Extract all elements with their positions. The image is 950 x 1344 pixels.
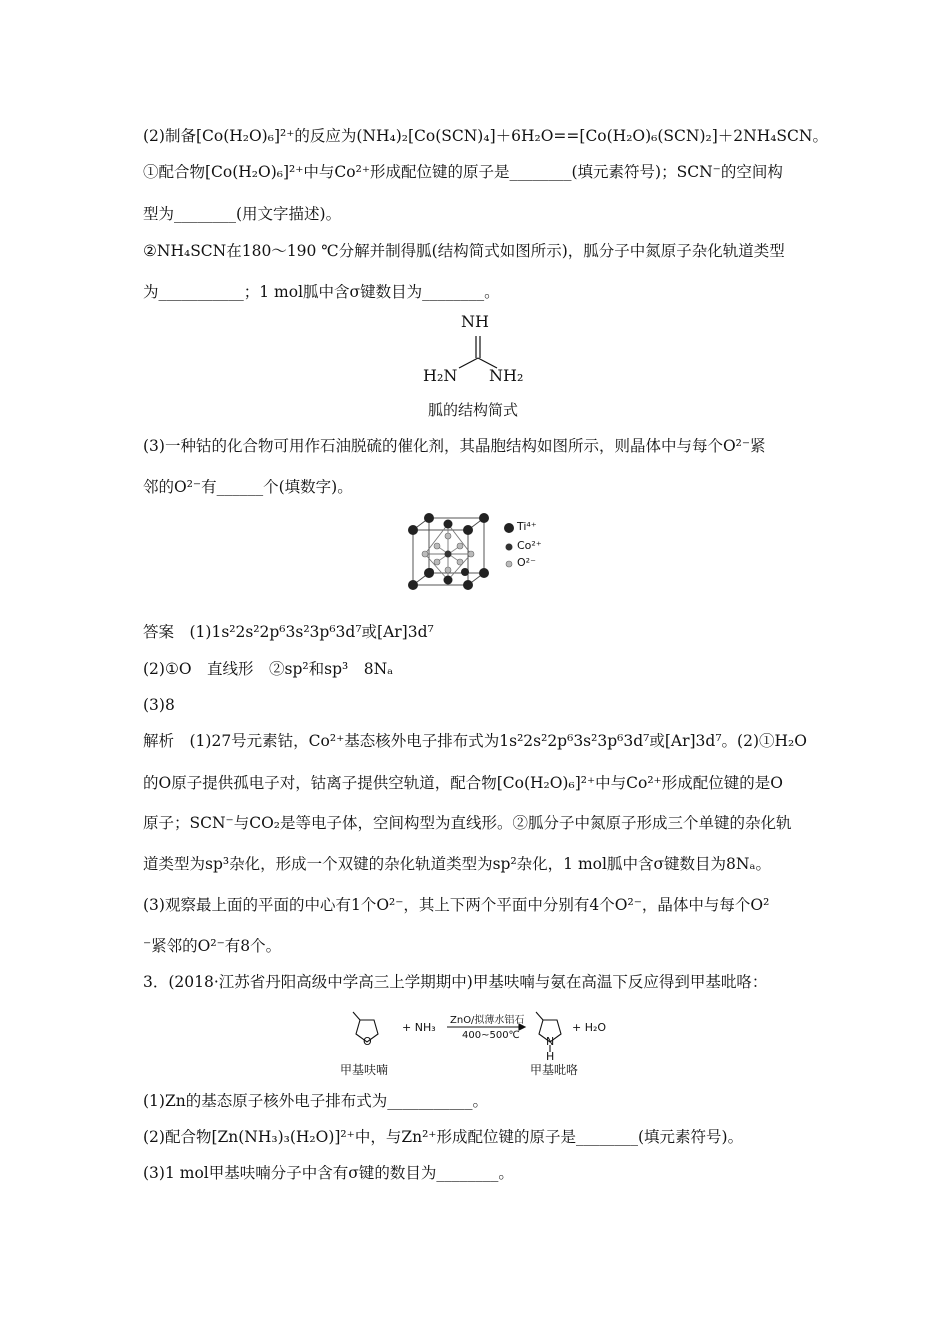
- text-line-6: (3)一种钴的化合物可用作石油脱硫的催化剂，其晶胞结构如图所示，则晶体中与每个O²⁻紧: [143, 437, 766, 455]
- guanidine-nh2-label: NH₂: [489, 366, 524, 385]
- text-line-3: 型为________(用文字描述)。: [143, 205, 342, 223]
- furan-o-label: O: [363, 1035, 372, 1048]
- legend-o: O²⁻: [517, 556, 536, 569]
- legend-co: Co²⁺: [517, 539, 542, 552]
- answer-line-3: (3)8: [143, 696, 175, 714]
- analysis-line-5: (3)观察最上面的平面的中心有1个O²⁻，其上下两个平面中分别有4个O²⁻，晶体中与每个O²: [143, 896, 770, 914]
- ti-legend-icon: [504, 523, 514, 533]
- answer-line-1: 答案 (1)1s²2s²2p⁶3s²3p⁶3d⁷或[Ar]3d⁷: [143, 623, 434, 641]
- crystal-cell-figure: [405, 510, 555, 592]
- legend-ti: Ti⁴⁺: [517, 520, 537, 533]
- text-line-20: (3)1 mol甲基呋喃分子中含有σ键的数目为________。: [143, 1164, 514, 1182]
- text-line-19: (2)配合物[Zn(NH₃)₃(H₂O)]²⁺中，与Zn²⁺形成配位键的原子是________(填元素符号)。: [143, 1128, 744, 1146]
- guanidine-caption: 胍的结构简式: [428, 401, 519, 419]
- analysis-line-6: ⁻紧邻的O²⁻有8个。: [143, 937, 282, 955]
- analysis-line-1: 解析 (1)27号元素钴，Co²⁺基态核外电子排布式为1s²2s²2p⁶3s²3p⁶3d⁷或[Ar]3d⁷。(2)①H₂O: [143, 732, 807, 750]
- analysis-line-4: 道类型为sp³杂化，形成一个双键的杂化轨道类型为sp²杂化，1 mol胍中含σ键数目为8Nₐ。: [143, 855, 771, 873]
- pyrrole-h-label: H: [546, 1050, 555, 1063]
- analysis-line-3: 原子；SCN⁻与CO₂是等电子体，空间构型为直线形。②胍分子中氮原子形成三个单键的杂化轨: [143, 814, 792, 832]
- co-legend-icon: [506, 544, 513, 551]
- text-line-18: (1)Zn的基态原子核外电子排布式为___________。: [143, 1092, 488, 1110]
- pyrrole-n-label: N: [546, 1035, 555, 1048]
- text-line-7: 邻的O²⁻有______个(填数字)。: [143, 478, 353, 496]
- question-3-line: 3．(2018·江苏省丹阳高级中学高三上学期期中)甲基呋喃与氨在高温下反应得到甲基吡咯：: [143, 973, 768, 991]
- guanidine-nh-label: NH: [461, 312, 489, 331]
- text-line-5: 为___________；1 mol胍中含σ键数目为________。: [143, 283, 500, 301]
- o-legend-icon: [506, 561, 512, 567]
- text-line-2: ①配合物[Co(H₂O)₆]²⁺中与Co²⁺形成配位键的原子是________(填元素符号)；SCN⁻的空间构: [143, 163, 783, 181]
- guanidine-structure: [415, 312, 545, 392]
- plus-nh3: + NH₃: [402, 1021, 436, 1034]
- analysis-line-2: 的O原子提供孤电子对，钴离子提供空轨道，配合物[Co(H₂O)₆]²⁺中与Co²⁺形成配位键的是O: [143, 774, 783, 792]
- text-line-1: (2)制备[Co(H₂O)₆]²⁺的反应为(NH₄)₂[Co(SCN)₄]＋6H₂O==[Co(H₂O)₆(SCN)₂]＋2NH₄SCN。: [143, 127, 828, 145]
- pyrrole-name: 甲基吡咯: [530, 1063, 579, 1077]
- condition-catalyst: ZnO/拟薄水铝石: [450, 1015, 525, 1026]
- furan-name: 甲基呋喃: [340, 1063, 389, 1077]
- condition-temperature: 400~500℃: [462, 1030, 520, 1041]
- text-line-4: ②NH₄SCN在180～190 ℃分解并制得胍(结构简式如图所示)，胍分子中氮原子杂化轨道类型: [143, 242, 785, 260]
- reaction-scheme: [340, 1008, 630, 1078]
- plus-h2o: + H₂O: [572, 1021, 607, 1034]
- answer-line-2: (2)①O 直线形 ②sp²和sp³ 8Nₐ: [143, 660, 394, 678]
- guanidine-h2n-label: H₂N: [423, 366, 458, 385]
